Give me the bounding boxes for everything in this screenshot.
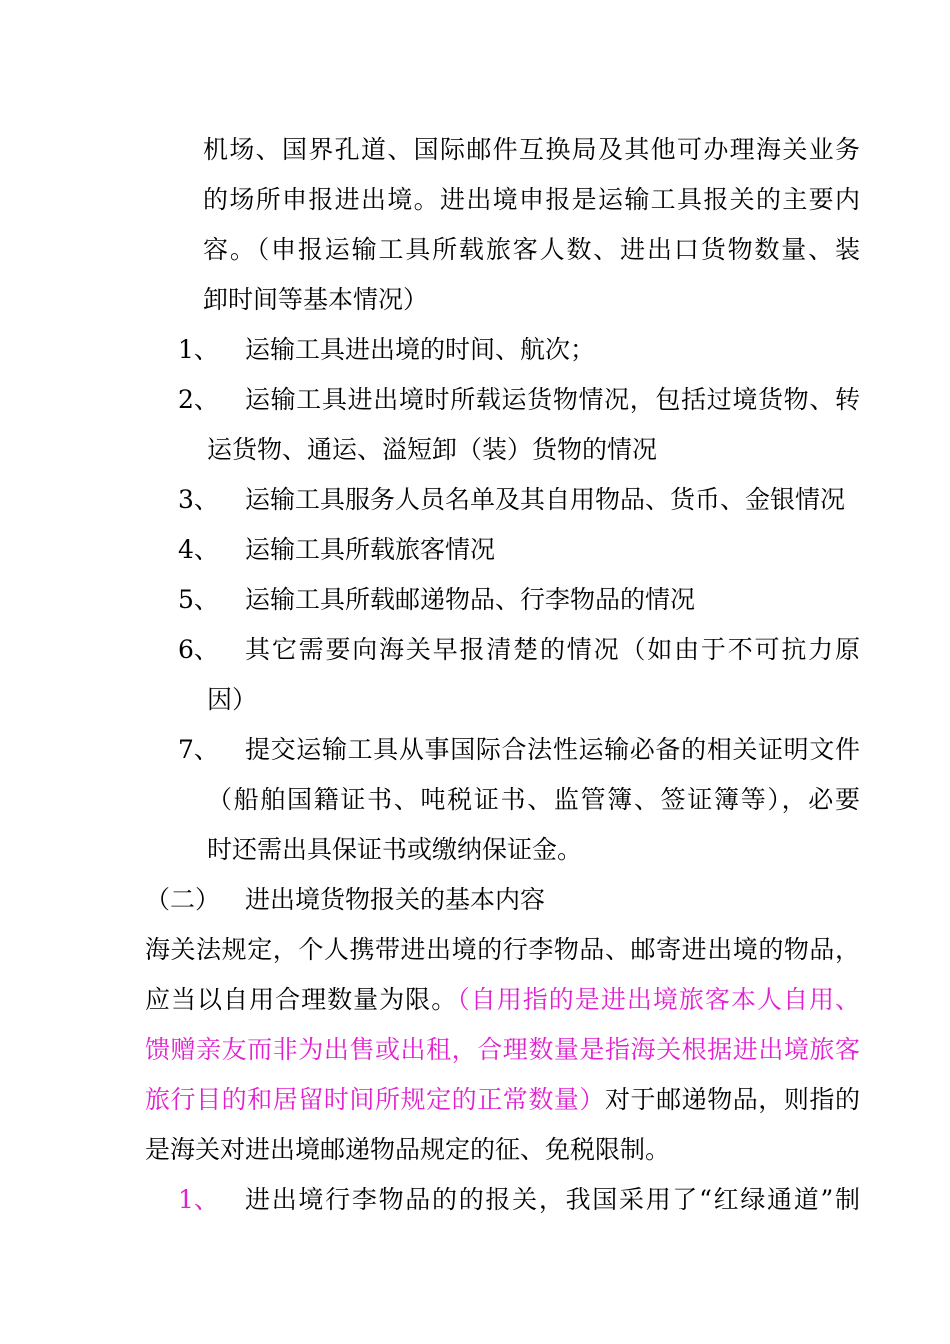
section-number: （二） — [145, 885, 221, 914]
intro-line-1: 机场、国界孔道、国际邮件互换局及其他可办理海关业务 — [203, 135, 860, 164]
list-item-number: 1、 — [178, 335, 219, 364]
list-item-number: 7、 — [178, 735, 219, 764]
list-item-number: 4、 — [178, 535, 219, 564]
list-item-text: 运输工具进出境的时间、航次； — [245, 335, 596, 364]
para-line-4-text: 对于邮递物品，则指的 — [604, 1085, 860, 1114]
list-item-number: 2、 — [178, 385, 219, 414]
intro-line-2: 的场所申报进出境。进出境申报是运输工具报关的主要内 — [203, 185, 860, 214]
para-line-2-text: 应当以自用合理数量为限。 — [145, 985, 458, 1014]
section-title: 进出境货物报关的基本内容 — [245, 885, 546, 914]
para-line-1: 海关法规定，个人携带进出境的行李物品、邮寄进出境的物品， — [145, 935, 860, 964]
intro-line-4: 卸时间等基本情况） — [203, 285, 429, 314]
para-line-4 — [145, 1080, 860, 1120]
list-item-text: 运输工具所载邮递物品、行李物品的情况 — [245, 585, 696, 614]
list-item-number: 6、 — [178, 635, 219, 664]
list-item-text: 运输工具进出境时所载运货物情况，包括过境货物、转 — [245, 385, 860, 414]
list-item-text: 其它需要向海关早报清楚的情况（如由于不可抗力原 — [245, 635, 860, 664]
para-highlight-line: 馈赠亲友而非为出售或出租，合理数量是指海关根据进出境旅客 — [145, 1035, 860, 1064]
list-item-number: 1、 — [178, 1185, 219, 1214]
list-item-number: 3、 — [178, 485, 219, 514]
intro-line-3: 容。（申报运输工具所载旅客人数、进出口货物数量、装 — [203, 235, 860, 264]
list-item-text: 提交运输工具从事国际合法性运输必备的相关证明文件 — [245, 735, 860, 764]
list-item-text-continued: 运货物、通运、溢短卸（装）货物的情况 — [207, 435, 658, 464]
list-item-text-continued: （船舶国籍证书、吨税证书、监管簿、签证簿等），必要 — [207, 785, 860, 814]
para-line-5: 是海关对进出境邮递物品规定的征、免税限制。 — [145, 1135, 671, 1164]
list-item-text: 运输工具服务人员名单及其自用物品、货币、金银情况 — [245, 485, 846, 514]
list-item-text-continued: 因） — [207, 685, 258, 714]
para-highlight-text: （自用指的是进出境旅客本人自用、 — [457, 985, 860, 1014]
list-item-text: 进出境行李物品的的报关，我国采用了“红绿通道”制 — [245, 1185, 860, 1214]
list-item-number: 5、 — [178, 585, 219, 614]
para-line-2 — [145, 980, 860, 1020]
list-item-text: 运输工具所载旅客情况 — [245, 535, 496, 564]
para-highlight-text: 旅行目的和居留时间所规定的正常数量） — [145, 1085, 605, 1114]
list-item-text-continued: 时还需出具保证书或缴纳保证金。 — [207, 835, 583, 864]
